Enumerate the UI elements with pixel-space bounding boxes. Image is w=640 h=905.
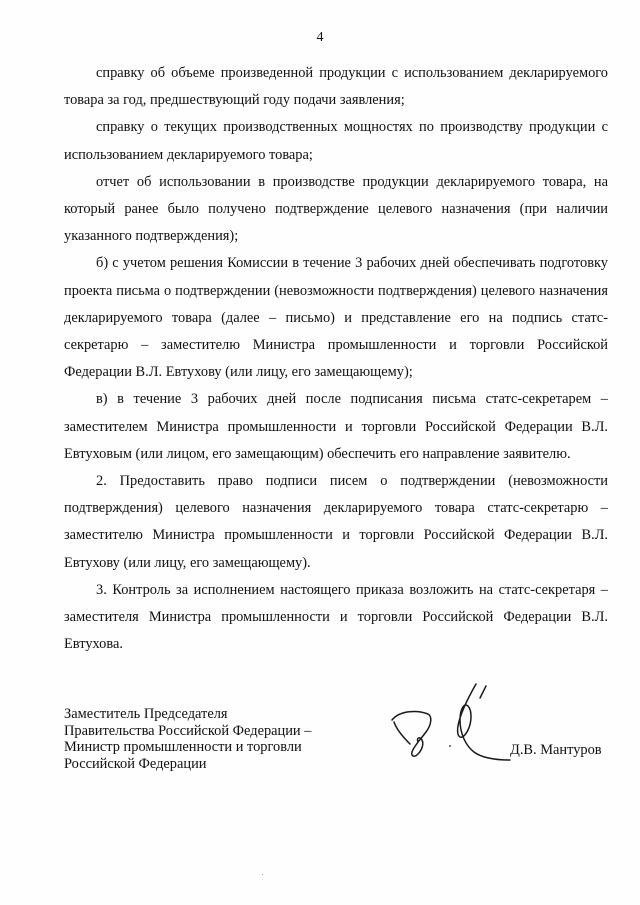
signatory-title-line: Министр промышленности и торговли (64, 739, 302, 756)
signatory-title-line: Заместитель Председателя (64, 706, 228, 722)
paragraph-item-b: б) с учетом решения Комиссии в течение 3 рабочих дней обеспечивать подготовку проекта письма о подтверждении (невозможности подтверждения) целевого назначения декларируемого товара (далее – письмо) и представление его на подпись статс-секретарю – заместителю Министра промышленности и торговли Российской Федерации В.Л. Евтухову (или лицу, его замещающему); (64, 255, 608, 381)
scan-speck (262, 874, 263, 875)
paragraph-usage-report: отчет об использовании в производстве продукции декларируемого товара, на который ранее было получено подтверждение целевого назначения (при наличии указанного подтверждения); (64, 173, 608, 245)
paragraph-production-volume: справку об объеме произведенной продукции с использованием декларируемого товара за год, предшествующий году подачи заявления; (64, 65, 608, 109)
paragraph-production-capacity: справку о текущих производственных мощностях по производству продукции с использованием декларируемого товара; (64, 119, 608, 163)
paragraph-clause-2: 2. Предоставить право подписи писем о подтверждении (невозможности подтверждения) целевого назначения декларируемого товара статс-секретарю – заместителю Министра промышленности и торговли Российской Федерации В.Л. Евтухову (или лицу, его замещающему). (64, 473, 608, 571)
signatory-title-line: Российской Федерации (64, 755, 207, 772)
signer-name: Д.В. Мантуров (510, 742, 602, 758)
paragraph-clause-3: 3. Контроль за исполнением настоящего приказа возложить на статс-секретаря – заместителя Министра промышленности и торговли Российской Федерации В.Л. Евтухова. (64, 581, 608, 653)
signatory-title-line: Правительства Российской Федерации – (64, 722, 312, 739)
document-body (64, 60, 608, 658)
paragraph-item-v: в) в течение 3 рабочих дней после подписания письма статс-секретарем – заместителем Министра промышленности и торговли Российской Федерации В.Л. Евтуховым (или лицом, его замещающим) обеспечить его направление заявителю. (64, 391, 608, 462)
signatory-title (64, 706, 311, 772)
page-number: 4 (316, 30, 324, 45)
handwritten-signature (388, 680, 518, 770)
